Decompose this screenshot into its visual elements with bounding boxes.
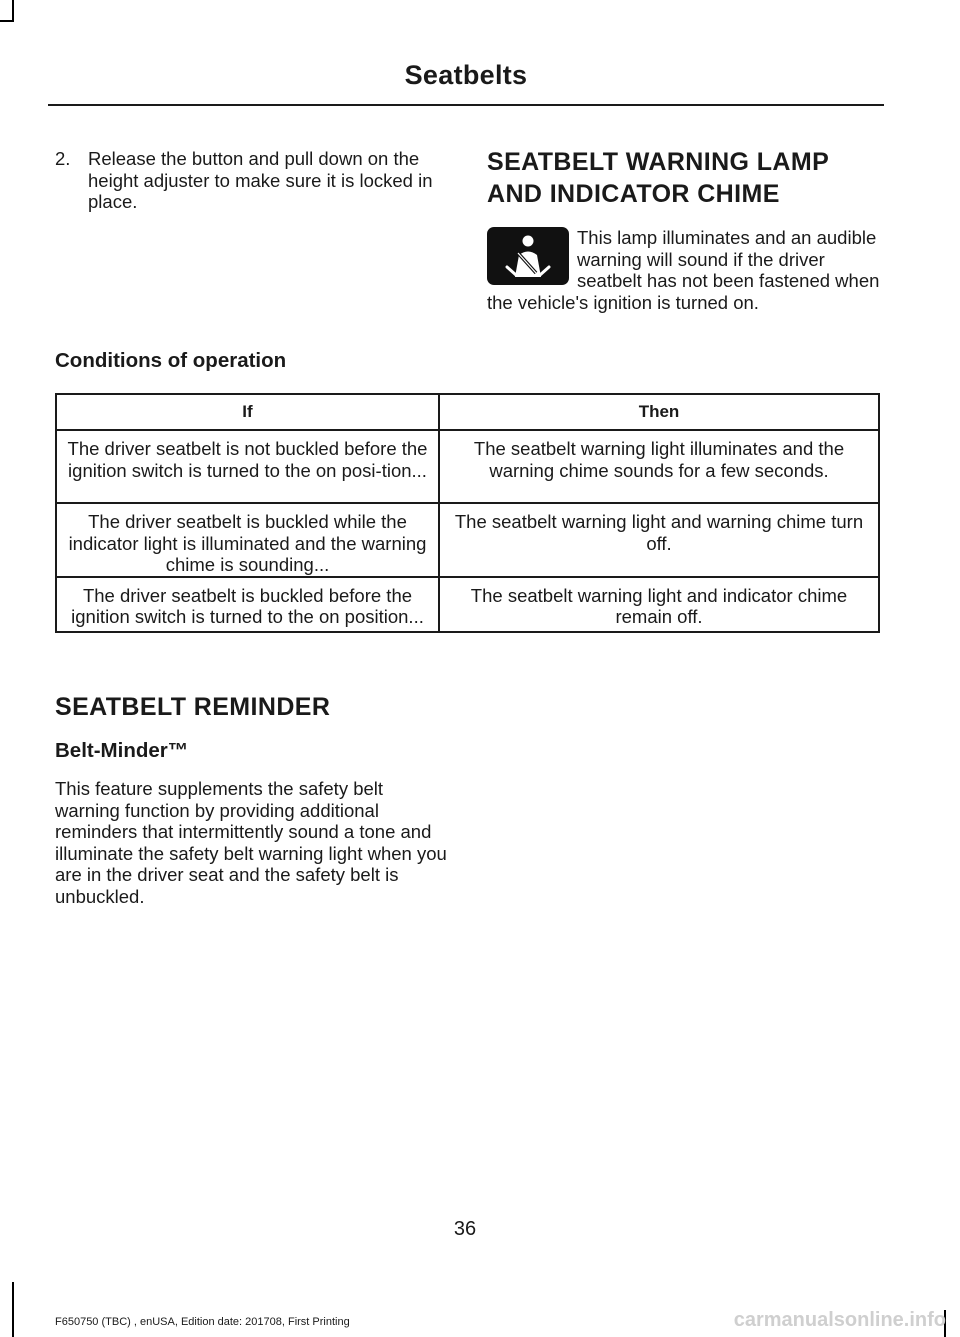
- table-row: [56, 503, 879, 577]
- table-cell-then: The seatbelt warning light and warning chime turn off.: [439, 503, 879, 577]
- header-divider: [48, 104, 884, 106]
- table-cell-then: The seatbelt warning light and indicator chime remain off.: [439, 577, 879, 632]
- edition-footer: F650750 (TBC) , enUSA, Edition date: 201708, First Printing: [55, 1316, 350, 1328]
- seatbelt-warning-icon: [487, 227, 569, 285]
- conditions-table: [55, 393, 880, 633]
- warning-lamp-heading-line2: AND INDICATOR CHIME: [487, 180, 780, 208]
- step-number: 2.: [55, 148, 71, 169]
- belt-minder-heading: Belt-Minder™: [55, 739, 189, 762]
- column-header-if: If: [56, 394, 439, 430]
- column-header-then: Then: [439, 394, 879, 430]
- warning-lamp-heading-line1: SEATBELT WARNING LAMP: [487, 148, 830, 176]
- step-item: [55, 148, 447, 213]
- table-cell-if: The driver seatbelt is buckled before the ignition switch is turned to the on position...: [56, 577, 439, 632]
- table-header-row: [56, 394, 879, 430]
- crop-mark: [0, 20, 14, 22]
- crop-mark: [12, 1282, 14, 1337]
- table-cell-if: The driver seatbelt is not buckled before the ignition switch is turned to the on posi-tion...: [56, 430, 439, 503]
- watermark: carmanualsonline.info: [733, 1309, 946, 1331]
- warning-lamp-description-block: [487, 227, 882, 313]
- belt-minder-paragraph: This feature supplements the safety belt warning function by providing additional reminders that intermittently sound a tone and illuminate the safety belt warning light when you are in the driver seat and the safety belt is unbuckled.: [55, 778, 447, 907]
- table-cell-if: The driver seatbelt is buckled while the indicator light is illuminated and the warning chime is sounding...: [56, 503, 439, 577]
- page-number: 36: [453, 1218, 477, 1240]
- step-text: Release the button and pull down on the height adjuster to make sure it is locked in place.: [88, 148, 433, 212]
- conditions-heading: Conditions of operation: [55, 349, 287, 372]
- crop-mark: [12, 0, 14, 22]
- seatbelt-reminder-heading: SEATBELT REMINDER: [55, 693, 331, 721]
- warning-lamp-description: This lamp illuminates and an audible warning will sound if the driver seatbelt has not been fastened when the vehicle's ignition is turned on.: [487, 227, 880, 313]
- table-row: [56, 577, 879, 632]
- warning-lamp-heading: [487, 146, 887, 210]
- page-title: Seatbelts: [404, 60, 528, 90]
- table-row: [56, 430, 879, 503]
- table-cell-then: The seatbelt warning light illuminates and the warning chime sounds for a few seconds.: [439, 430, 879, 503]
